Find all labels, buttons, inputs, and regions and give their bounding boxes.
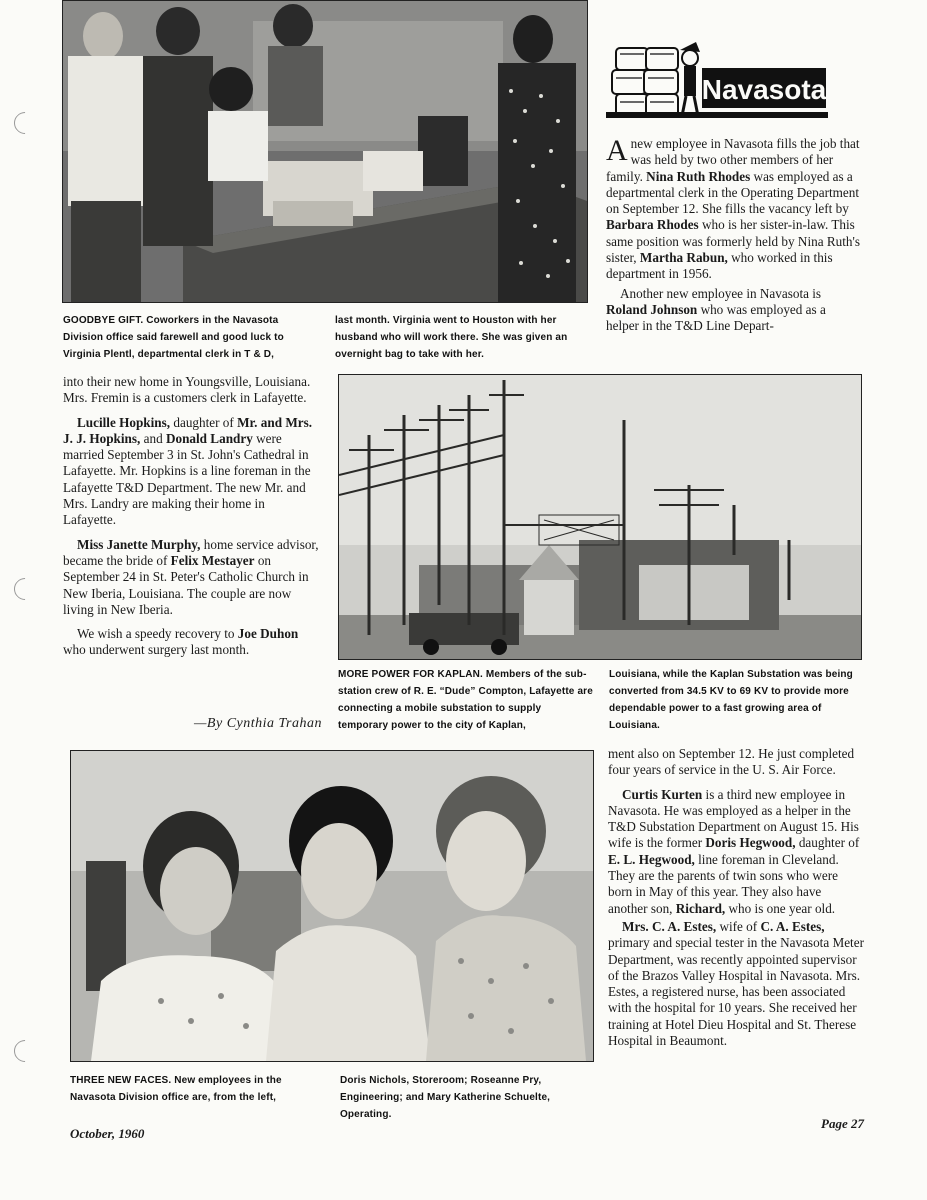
person-name: E. L. Hegwood, [608, 851, 695, 867]
article-text: who worked in this department in 1956. [606, 250, 833, 282]
article-text: wife of [719, 918, 758, 934]
goodbye-caption-col1 [63, 312, 319, 363]
person-name: Miss Janette Murphy, [77, 536, 201, 552]
article-text: home service advisor, became the bride of [63, 536, 319, 568]
three-new-faces-photo [70, 750, 594, 1062]
article-text: We wish a speedy recovery to [77, 626, 235, 642]
navasota-masthead [606, 20, 828, 120]
caption-lead: THREE NEW FACES. [70, 1075, 172, 1086]
person-name: Nina Ruth Rhodes [646, 168, 751, 184]
article-text: who is her sister-in-law. This same position was formerly held by Nina Ruth's sister, [606, 217, 861, 266]
punch-hole [9, 573, 40, 604]
article-text: who underwent surgery last month. [63, 642, 250, 658]
article-text: who was employed as a helper in the T&D Line Depart- [606, 301, 826, 334]
punch-hole [9, 107, 40, 138]
caption-lead: MORE POWER FOR KAPLAN. [338, 669, 483, 680]
issue-date: October, 1960 [70, 1126, 145, 1141]
faces-caption-col1 [70, 1072, 324, 1106]
kaplan-substation-photo [338, 374, 862, 660]
article-text: were married September 3 in St. John's Cathedral in Lafayette. Mr. Hopkins is a line foreman in the Lafayette T&D Department. The new Mr. and Mrs. Landry are making their home in Lafayette. [63, 430, 311, 528]
article-text: Another new employee in Navasota is [620, 285, 822, 301]
caption-text: New employees in the Navasota Division office are, from the left, [70, 1075, 282, 1103]
person-name: Joe Duhon [237, 626, 299, 642]
article-text: line foreman in Cleveland. They are the parents of twin sons who were born in May of this year. They also have another son, [608, 851, 839, 916]
article-text: on September 24 in St. Peter's Catholic Church in New Iberia, Louisiana. The couple are now living in New Iberia. [63, 552, 309, 617]
article-text: is a third new employee in Navasota. He was employed as a helper in the T&D Substation Department on August 15. His wife is the former [608, 786, 859, 851]
article-text: daughter of [173, 414, 234, 430]
kaplan-caption-col2 [609, 666, 863, 734]
person-name: C. A. Estes, [760, 918, 825, 934]
person-name: Doris Hegwood, [705, 835, 796, 851]
drop-cap: A [606, 134, 628, 167]
article-text: primary and special tester in the Navasota Meter Department, was recently appointed supervisor of the Brazos Valley Hospital in Navasota. Mrs. Estes, a registered nurse, has been associated with the hospital for 10 years. She received her training at Hotel Dieu Hospital and St. Therese Hospital in Beaumont. [608, 935, 864, 1049]
person-name: Mrs. C. A. Estes, [622, 918, 717, 934]
faces-caption-col2 [340, 1072, 596, 1123]
person-name: Donald Landry [165, 430, 253, 446]
person-name: Martha Rabun, [639, 250, 728, 266]
caption-text: Coworkers in the Navasota Division office said farewell and good luck to Virginia Plentl, departmental clerk in T & D, [63, 315, 284, 360]
article-text: into their new home in Youngsville, Louisiana. Mrs. Fremin is a customers clerk in Lafayette. [63, 374, 311, 406]
person-name: Roland Johnson [606, 301, 698, 317]
article-text: was employed as a departmental clerk in the Operating Department on September 12. She fills the vacancy left by [606, 168, 860, 217]
kaplan-caption-col1 [338, 666, 594, 734]
article-text: daughter of [798, 835, 860, 851]
navasota-article-top [606, 136, 862, 343]
caption-text: last month. Virginia went to Houston with her husband who will work there. She was given an overnight bag to take with her. [335, 315, 568, 360]
byline: —By Cynthia Trahan [193, 716, 322, 731]
goodbye-gift-photo [62, 0, 588, 303]
caption-text: Doris Nichols, Storeroom; Roseanne Pry, Engineering; and Mary Katherine Schuelte, Operating. [340, 1075, 551, 1120]
caption-text: Louisiana, while the Kaplan Substation was being converted from 34.5 KV to 69 KV to provide more dependable power to a fast growing area of Louisiana. [609, 669, 853, 731]
person-name: Mr. and Mrs. J. J. Hopkins, [63, 414, 313, 446]
caption-lead: GOODBYE GIFT. [63, 315, 144, 326]
article-text: ment also on September 12. He just completed four years of service in the U. S. Air Force. [608, 746, 855, 778]
navasota-article-bottom [608, 746, 864, 1057]
goodbye-caption-col2 [335, 312, 587, 363]
page-number: Page 27 [821, 1116, 864, 1131]
article-text: who is one year old. [728, 900, 836, 916]
lafayette-article [63, 374, 320, 667]
article-text: and [143, 430, 163, 446]
person-name: Barbara Rhodes [606, 217, 699, 233]
person-name: Richard, [675, 900, 726, 916]
person-name: Curtis Kurten [622, 786, 703, 802]
article-text: new employee in Navasota fills the job that was held by two other members of her family. [606, 136, 860, 184]
caption-text: Members of the sub-station crew of R. E. “Dude” Compton, Lafayette are connecting a mobile substation to supply temporary power to the city of Kaplan, [338, 669, 593, 731]
person-name: Lucille Hopkins, [77, 414, 171, 430]
masthead-title: Navasota [701, 74, 827, 105]
person-name: Felix Mestayer [170, 552, 255, 568]
punch-hole [9, 1035, 40, 1066]
